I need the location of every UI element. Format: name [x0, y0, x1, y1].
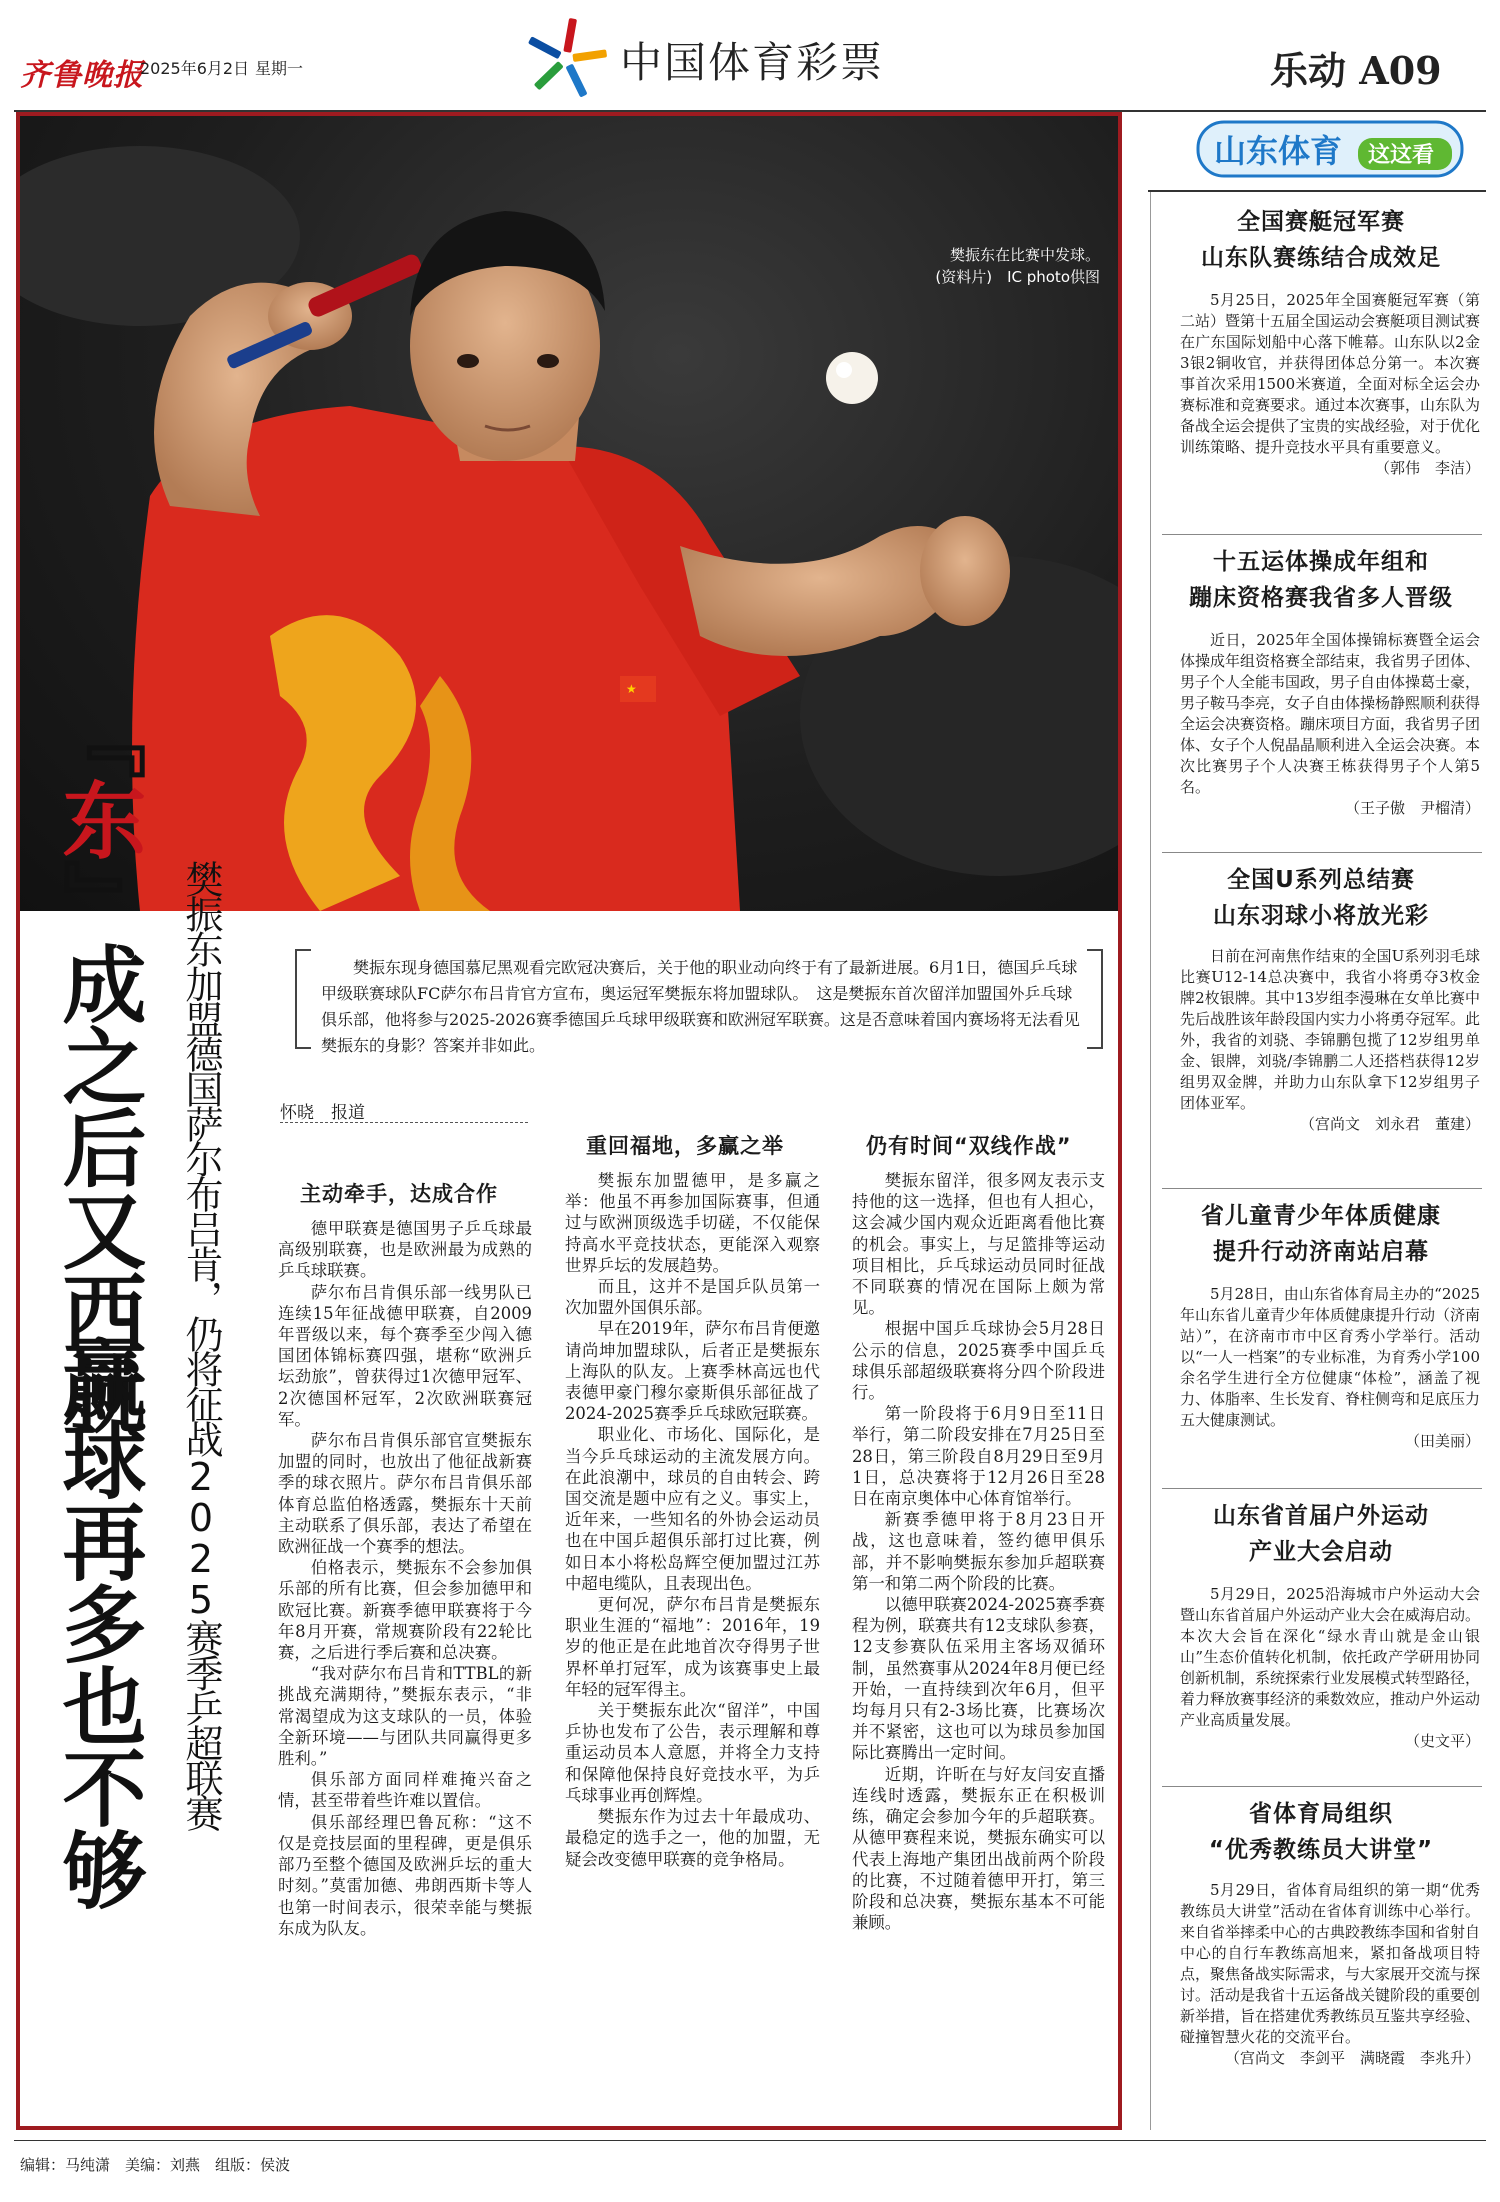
article-column-1 — [278, 1218, 532, 1939]
article-column-2 — [565, 1170, 820, 1870]
article-paragraph: 樊振东留洋，很多网友表示支持他的这一选择，但也有人担心，这会减少国内观众近距离看他比赛的机会。事实上，与足篮排等运动项目相比，乒乓球运动员同时征战不同联赛的情况在国际上颇为常见。 — [852, 1171, 1105, 1318]
article-paragraph: 樊振东作为过去十年最成功、最稳定的选手之一，他的加盟，无疑会改变德甲联赛的竞争格局。 — [565, 1807, 820, 1869]
sidebar-paragraph: 近日，2025年全国体操锦标赛暨全运会体操成年组资格赛全部结束，我省男子团体、男子个人全能韦国政，男子自由体操葛士豪，男子鞍马李亮，女子自由体操杨静熙顺利获得全运会决赛资格。蹦床项目方面，我省男子团体、女子个人倪晶晶顺利进入全运会决赛。本次比赛男子个人决赛王栋获得男子个人第5名。 — [1180, 631, 1481, 796]
shandong-sports-logo-icon — [1196, 118, 1464, 180]
section-1-heading: 主动牵手，达成合作 — [300, 1182, 498, 1206]
sidebar-title-line: 蹦床资格赛我省多人晋级 — [1189, 585, 1453, 611]
sidebar-byline: （宫尚文 刘永君 董建） — [1299, 1115, 1480, 1133]
sidebar-news-body — [1180, 946, 1480, 1135]
photo-caption-line-1: 樊振东在比赛中发球。 — [949, 246, 1100, 264]
main-headline-line-2: 赢球再多也不够 — [49, 1335, 148, 1909]
sidebar-byline: （田美丽） — [1404, 1432, 1480, 1450]
sidebar-byline: （史文平） — [1404, 1732, 1480, 1750]
feature-photo — [20, 116, 1118, 911]
sidebar-news-body — [1180, 1584, 1480, 1752]
issue-date: 2025年6月2日 — [140, 59, 250, 78]
article-paragraph: “我对萨尔布吕肯和TTBL的新挑战充满期待，”樊振东表示，“非常渴望成为这支球队的一员，体验全新环境——与团队共同赢得更多胜利。” — [278, 1664, 532, 1769]
sidebar-news-title — [1160, 1498, 1482, 1570]
sidebar-separator — [1162, 1188, 1482, 1189]
lead-box — [295, 943, 1103, 1055]
article-paragraph: 新赛季德甲将于8月23日开战，这也意味着，签约德甲俱乐部，并不影响樊振东参加乒超联赛第一和第二两个阶段的比赛。 — [852, 1510, 1105, 1593]
issue-weekday: 星期一 — [255, 59, 304, 78]
sidebar-news-title — [1160, 1198, 1482, 1270]
sidebar-title-line: 提升行动济南站启幕 — [1213, 1239, 1429, 1265]
sidebar-title-line: 全国赛艇冠军赛 — [1237, 209, 1405, 235]
article-paragraph: 根据中国乒乓球协会5月28日公示的信息，2025赛季中国乒乓球俱乐部超级联赛将分四个阶段进行。 — [852, 1319, 1105, 1403]
section-page-number: 乐动 A09 — [1270, 48, 1442, 93]
newspaper-brand: 齐鲁晚报 — [20, 58, 144, 93]
article-paragraph: 伯格表示，樊振东不会参加俱乐部的所有比赛，但会参加德甲和欧冠比赛。新赛季德甲联赛将于今年8月开赛，常规赛阶段有22轮比赛，之后进行季后赛和总决赛。 — [278, 1558, 532, 1663]
lottery-sponsor-text: 中国体育彩票 — [620, 38, 885, 87]
sidebar-title-line: 山东省首届户外运动 — [1213, 1503, 1429, 1529]
article-paragraph: 而且，这并不是国乒队员第一次加盟外国俱乐部。 — [565, 1277, 820, 1318]
headline-line-1-rest: 成之后又西就 — [49, 941, 148, 1433]
byline-rule — [280, 1122, 528, 1123]
sidebar-byline: （郭伟 李洁） — [1374, 459, 1480, 477]
article-paragraph: 萨尔布吕肯俱乐部官宣樊振东加盟的同时，也放出了他征战新赛季的球衣照片。萨尔布吕肯俱乐部体育总监伯格透露，樊振东十天前主动联系了俱乐部，表达了希望在欧洲征战一个赛季的想法。 — [278, 1431, 532, 1557]
article-paragraph: 俱乐部方面同样难掩兴奋之情，甚至带着些许难以置信。 — [278, 1770, 532, 1811]
sidebar-news-title — [1160, 544, 1482, 616]
sidebar-title-line: 省体育局组织 — [1249, 1801, 1393, 1827]
sidebar-byline: （王子傲 尹榴清） — [1344, 799, 1480, 817]
sidebar-title-line: 十五运体操成年组和 — [1213, 549, 1429, 575]
sidebar-separator — [1162, 534, 1482, 535]
sidebar-news-body — [1180, 1880, 1480, 2069]
section-3-heading: 仍有时间“双线作战” — [866, 1134, 1072, 1158]
lead-bracket-left — [295, 949, 311, 1049]
sidebar-paragraph: 5月28日，由山东省体育局主办的“2025年山东省儿童青少年体质健康提升行动（济南站）”，在济南市市中区育秀小学举行。活动以“一人一档案”的专业标准，为育秀小学100余名学生进行全方位健康“体检”，涵盖了视力、体脂率、生长发育、脊柱侧弯和足底压力五大健康测试。 — [1180, 1285, 1481, 1429]
headline-bracket-close: 』 — [49, 859, 148, 941]
player-illustration — [20, 116, 1118, 911]
photo-caption-line-2: (资料片) IC photo供图 — [935, 268, 1100, 286]
sidebar-news-title — [1160, 204, 1482, 276]
sidebar-news-title — [1160, 1796, 1482, 1868]
article-paragraph: 德甲联赛是德国男子乒乓球最高级别联赛，也是欧洲最为成熟的乒乓球联赛。 — [278, 1219, 532, 1281]
sub-headline: 樊振东加盟德国萨尔布吕肯，仍将征战2025赛季乒超联赛 — [179, 860, 223, 1829]
sidebar-title-line: “优秀教练员大讲堂” — [1208, 1837, 1434, 1863]
sidebar-logo-tag: 这这看 — [1368, 143, 1435, 168]
article-paragraph: 俱乐部经理巴鲁瓦称：“这不仅是竞技层面的里程碑，更是俱乐部乃至整个德国及欧洲乒坛的重大时刻。”莫雷加德、弗朗西斯卡等人也第一时间表示，很荣幸能与樊振东成为队友。 — [278, 1812, 532, 1938]
sidebar-news-title — [1160, 862, 1482, 934]
article-paragraph: 关于樊振东此次“留洋”，中国乒协也发布了公告，表示理解和尊重运动员本人意愿，并将全力支持和保障他保持良好竞技水平，为乒乓球事业再创辉煌。 — [565, 1701, 820, 1805]
article-paragraph: 第一阶段将于6月9日至11日举行，第二阶段安排在7月25日至28日，第三阶段自8月29日至9月1日，总决赛将于12月26日至28日在南京奥体中心体育馆举行。 — [852, 1404, 1105, 1509]
sidebar-divider — [1150, 192, 1151, 2130]
article-paragraph: 近期，许昕在与好友闫安直播连线时透露，樊振东正在积极训练，确定会参加今年的乒超联赛。从德甲赛程来说，樊振东确实可以代表上海地产集团出战前两个阶段的比赛，不过随着德甲开打，第三阶段和总决赛，樊振东基本不可能兼顾。 — [852, 1764, 1105, 1933]
footer-rule — [14, 2140, 1486, 2141]
sidebar-byline: （宫尚文 李剑平 满晓霞 李兆升） — [1224, 2049, 1480, 2067]
sidebar-top-rule — [1148, 190, 1486, 192]
article-paragraph: 樊振东加盟德甲，是多赢之举：他虽不再参加国际赛事，但通过与欧洲顶级选手切磋，不仅能保持高水平竞技状态，更能深入观察世界乒坛的发展趋势。 — [565, 1171, 820, 1275]
sidebar-news-body — [1180, 630, 1480, 819]
footer-editors: 编辑：马纯潇 美编：刘燕 组版：侯波 — [20, 2156, 291, 2174]
sidebar-paragraph: 5月25日，2025年全国赛艇冠军赛（第二站）暨第十五届全国运动会赛艇项目测试赛在广东国际划船中心落下帷幕。山东队以2金3银2铜收官，并获得团体总分第一。本次赛事首次采用1500米赛道，全面对标全运会办赛标准和竞赛要求。通过本次赛事，山东队为备战全运会提供了宝贵的实战经验，对于优化训练策略、提升竞技水平具有重要意义。 — [1180, 291, 1481, 456]
sidebar-separator — [1162, 1786, 1482, 1787]
sidebar-separator — [1162, 852, 1482, 853]
main-headline-line-1 — [50, 695, 146, 1433]
sidebar-news-body — [1180, 1284, 1480, 1452]
sidebar-logo-main: 山东体育 — [1214, 132, 1343, 170]
sidebar-title-line: 山东队赛练结合成效足 — [1201, 245, 1441, 271]
sidebar-paragraph: 5月29日，2025沿海城市户外运动大会暨山东省首届户外运动产业大会在威海启动。本次大会旨在深化“绿水青山就是金山银山”生态价值转化机制，依托政产学研用协同创新机制，系统探索行业发展模式转型路径，着力释放赛事经济的乘数效应，推动户外运动产业高质量发展。 — [1180, 1585, 1481, 1729]
headline-red-character: 东 — [49, 777, 148, 859]
lottery-star-logo-icon — [520, 14, 610, 104]
svg-text:★: ★ — [626, 682, 637, 696]
headline-bracket-open: 『 — [49, 695, 148, 777]
article-paragraph: 职业化、市场化、国际化，是当今乒乓球运动的主流发展方向。在此浪潮中，球员的自由转会、跨国交流是题中应有之义。事实上，近年来，一些知名的外协会运动员也在中国乒超俱乐部打过比赛，例如日本小将松岛辉空便加盟过江苏中超电缆队，且表现出色。 — [565, 1425, 820, 1593]
sidebar-paragraph: 日前在河南焦作结束的全国U系列羽毛球比赛U12-14总决赛中，我省小将勇夺3枚金牌2枚银牌。其中13岁组李漫琳在女单比赛中先后战胜该年龄段国内实力小将勇夺冠军。此外，我省的刘骁、李锦鹏包揽了12岁组男单金、银牌，刘骁/李锦鹏二人还搭档获得12岁组男双金牌，并助力山东队拿下12岁组男子团体亚军。 — [1180, 947, 1481, 1112]
sidebar-news-body — [1180, 290, 1480, 479]
article-column-3 — [852, 1170, 1105, 1933]
article-paragraph: 早在2019年，萨尔布吕肯便邀请尚坤加盟球队，后者正是樊振东上海队的队友。上赛季林高远也代表德甲豪门穆尔豪斯俱乐部征战了2024-2025赛季乒乓球欧冠联赛。 — [565, 1319, 820, 1424]
sidebar-title-line: 产业大会启动 — [1249, 1539, 1393, 1565]
sidebar-separator — [1162, 1488, 1482, 1489]
sidebar-title-line: 全国U系列总结赛 — [1227, 867, 1415, 893]
lead-paragraph: 樊振东现身德国慕尼黑观看完欧冠决赛后，关于他的职业动向终于有了最新进展。6月1日，德国乒乓球甲级联赛球队FC萨尔布吕肯官方宣布，奥运冠军樊振东将加盟球队。 这是樊振东首次留洋加盟国外乒乓球俱乐部，他将参与2025-2026赛季德国乒乓球甲级联赛和欧洲冠军联赛。这是否意味着国内赛场将无法看见樊振东的身影？答案并非如此。 — [321, 958, 1080, 1055]
article-paragraph: 更何况，萨尔布吕肯是樊振东职业生涯的“福地”：2016年，19岁的他正是在此地首次夺得男子世界杯单打冠军，成为该赛事史上最年轻的冠军得主。 — [565, 1595, 820, 1699]
sidebar-title-line: 省儿童青少年体质健康 — [1201, 1203, 1441, 1229]
article-paragraph: 萨尔布吕肯俱乐部一线男队已连续15年征战德甲联赛，自2009年晋级以来，每个赛季至少闯入德国团体锦标赛四强，堪称“欧洲乒坛劲旅”，曾获得过1次德甲冠军、2次德国杯冠军，2次欧洲联赛冠军。 — [278, 1282, 532, 1429]
article-paragraph: 以德甲联赛2024-2025赛季赛程为例，联赛共有12支球队参赛，12支参赛队伍采用主客场双循环制，虽然赛事从2024年8月便已经开始，一直持续到次年6月，但平均每月只有2-3场比赛，比赛场次并不紧密，这也可以为球员参加国际比赛腾出一定时间。 — [852, 1595, 1105, 1763]
sidebar-paragraph: 5月29日，省体育局组织的第一期“优秀教练员大讲堂”活动在省体育训练中心举行。来自省举摔柔中心的古典跤教练李国和省射自中心的自行车教练高旭来，紧扣备战项目特点，聚焦备战实际需求，与大家展开交流与探讨。活动是我省十五运备战关键阶段的重要创新举措，旨在搭建优秀教练员互鉴共享经验、碰撞智慧火花的交流平台。 — [1180, 1881, 1481, 2046]
byline: 怀晓 报道 — [280, 1103, 365, 1123]
section-2-heading: 重回福地，多赢之举 — [586, 1134, 784, 1158]
photo-caption — [910, 244, 1100, 288]
lead-bracket-right — [1087, 949, 1103, 1049]
sidebar-title-line: 山东羽球小将放光彩 — [1213, 903, 1429, 929]
